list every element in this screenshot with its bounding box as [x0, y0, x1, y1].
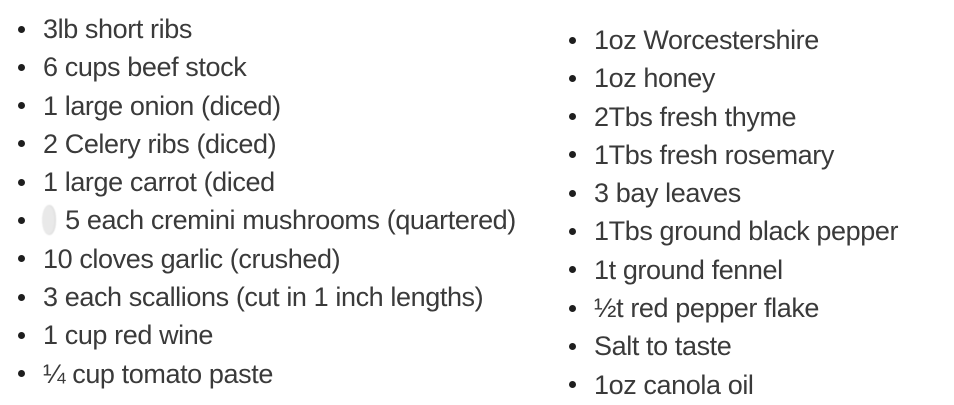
- ingredient-item: [10, 163, 550, 201]
- bullet-icon: [569, 266, 576, 273]
- ingredient-text: 1 large carrot (diced: [43, 167, 275, 198]
- ingredient-item: [10, 48, 550, 86]
- ingredient-item: [10, 240, 550, 278]
- ingredient-item: [561, 251, 951, 289]
- ingredient-text: 1oz canola oil: [594, 369, 754, 400]
- bullet-icon: [18, 217, 25, 224]
- ingredient-text: 1oz Worcestershire: [594, 25, 819, 55]
- ingredient-item: [10, 87, 550, 125]
- ingredients-column-right: [561, 21, 951, 404]
- ingredient-item: [10, 355, 550, 393]
- ingredient-item: [561, 327, 951, 365]
- bullet-icon: [569, 228, 576, 235]
- erased-character-smudge: [42, 205, 56, 235]
- ingredient-text: 3 each scallions (cut in 1 inch lengths): [43, 282, 484, 313]
- ingredient-text: 3 bay leaves: [594, 178, 741, 209]
- ingredient-item: [561, 98, 951, 136]
- bullet-icon: [569, 151, 576, 158]
- ingredient-text: 1 large onion (diced): [43, 90, 281, 121]
- ingredient-item: [10, 316, 550, 354]
- ingredient-item: [561, 212, 951, 250]
- bullet-icon: [18, 102, 25, 109]
- ingredient-text: 1t ground fennel: [594, 254, 783, 285]
- bullet-icon: [18, 26, 25, 33]
- ingredients-column-left: [10, 10, 550, 393]
- ingredient-item: [10, 201, 550, 239]
- ingredient-text: 1 cup red wine: [43, 320, 214, 351]
- ingredient-item: [561, 174, 951, 212]
- ingredient-text: 5 each cremini mushrooms (quartered): [65, 205, 516, 236]
- bullet-icon: [569, 305, 576, 312]
- ingredient-item: [10, 10, 550, 48]
- ingredient-item: [561, 136, 951, 174]
- ingredient-item: [10, 278, 550, 316]
- bullet-icon: [18, 255, 25, 262]
- ingredient-text: 1Tbs ground black pepper: [594, 216, 899, 247]
- ingredient-text: 10 cloves garlic (crushed): [43, 243, 341, 274]
- ingredient-item: [561, 289, 951, 327]
- bullet-icon: [569, 190, 576, 197]
- bullet-icon: [569, 381, 576, 388]
- bullet-icon: [569, 343, 576, 350]
- ingredient-text: 6 cups beef stock: [43, 52, 247, 83]
- ingredient-text: Salt to taste: [594, 331, 732, 362]
- ingredient-item: [561, 366, 951, 404]
- bullet-icon: [18, 140, 25, 147]
- bullet-icon: [18, 179, 25, 186]
- bullet-icon: [18, 294, 25, 301]
- ingredient-text: ½t red pepper flake: [594, 293, 820, 324]
- ingredient-item: [561, 21, 951, 59]
- ingredient-text: 1Tbs fresh rosemary: [594, 139, 834, 170]
- ingredient-item: [561, 59, 951, 97]
- bullet-icon: [18, 64, 25, 71]
- bullet-icon: [569, 113, 576, 120]
- ingredient-text: 1oz honey: [594, 63, 715, 94]
- bullet-icon: [18, 332, 25, 339]
- ingredient-item: [10, 125, 550, 163]
- bullet-icon: [569, 75, 576, 82]
- ingredient-text: 3lb short ribs: [43, 14, 192, 44]
- ingredient-text: ¼ cup tomato paste: [43, 358, 273, 389]
- bullet-icon: [569, 37, 576, 44]
- bullet-icon: [18, 370, 25, 377]
- ingredient-text: 2Tbs fresh thyme: [594, 101, 797, 132]
- ingredient-text: 2 Celery ribs (diced): [43, 128, 277, 159]
